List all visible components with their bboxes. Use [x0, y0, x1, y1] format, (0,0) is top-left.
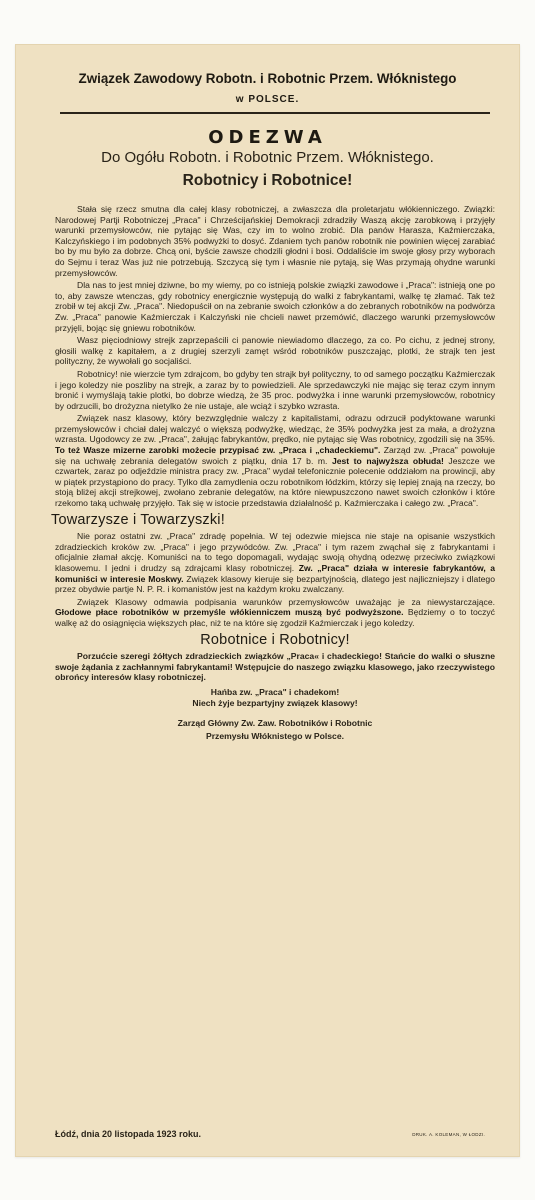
document-subtitle: Do Ogółu Robotn. i Robotnic Przem. Włóknistego.	[101, 149, 434, 166]
paragraph: Dla nas to jest mniej dziwne, bo my wiemy, po co istnieją polskie związki zawodowe i „Praca": istnieją one po to, aby zawsze wtenczas, gdy robotnicy energicznie występują do walki z fabrykantami, walkę tę złamać. Tak też zrobił w tej akcji Zw. „Praca". Niedopuścił on na zebranie swoich członków a do zebranych robotników na podwórza Zw. „Praca" panowie Kaźmierczak i Kalczyński nie chcieli nawet przemówić, dlaczego warunki przemysłowców przyjęli, bojąc się gniewu robotników.	[55, 280, 495, 333]
section-heading-workers: Robotnice i Robotnicy!	[200, 631, 350, 648]
paragraph: Związek Klasowy odmawia podpisania warunków przemysłowców uważając je za niewystarczające. Głodowe płace robotników w przemyśle włókienniczem muszą być podwyższone. Będziemy o to toczyć walkę aż do osiągnięcia większych płac, niż te na które się zgodził Kaźmierczak i jego koledzy.	[55, 596, 495, 628]
appeal-body	[51, 204, 496, 743]
paragraph: Stała się rzecz smutna dla całej klasy robotniczej, a zwłaszcza dla proletarjatu włókienniczego. Związki: Narodowej Partji Robotniczej „Praca" i Chrześcijańskiej Demokracji zdradziły Waszą akcję zarobkową i przyjęły warunki przemysłowców, nie pytając się Was, czy im to wolno zrobić. Dla panów Harasza, Kaźmierczaka, Kalczyńskiego i im podobnych 35% podwyżki to dosyć. Zdaniem tych panów robotnik nie powinien więcej zarabiać bo by mu było za dobrze. Chcą oni, byście zawsze chodzili głodni i bosi. Oddaliście im swoje głosy przy wyborach do Sejmu i teraz Was już nie potrzebują. Szczycą się tym i własnie nie pytają, się Was przymają ohydne warunki przemysłowców.	[55, 204, 495, 278]
section-heading-comrades: Towarzysze i Towarzyszki!	[51, 511, 225, 528]
organization-country: w POLSCE.	[235, 94, 300, 105]
leaflet-sheet	[15, 44, 520, 1157]
signature-block	[55, 717, 495, 743]
document-title: ODEZWA	[208, 127, 327, 148]
paragraph: Wasz pięciodniowy strejk zaprzepaścili ci panowie niewiadomo dlaczego, za co. Po cichu, z jednej strony, głosili walkę z kapitałem, a z drugiej szerzyli zamęt wśród robotników puszczając, plotki, że strajk ten jest polityczny, że wywołali go socjaliści.	[55, 335, 495, 367]
paragraph: Nie poraz ostatni zw. „Praca" zdradę popełnia. W tej odezwie miejsca nie staje na opisanie wszystkich zdradzieckich kroków zw. „Praca" i jego przywódców. Zw. „Praca" i tym razem zwąchał się z fabrykantami i oficjalnie złamał akcję. Komuniści na to tego dopomagali, wydając swoją ohydną odezwę przeciwko związkowi klasowemu. I jedni i drudzy są zdrajcami klasy robotniczej. Zw. „Praca" działa w interesie fabrykantów, a komuniści w interesie Moskwy. Związek klasowy kieruje się bezpartyjnością, dlatego jest najliczniejszy i dlatego przez obydwie partje N. P. R. i komanistów jest na każdym kroku zwalczany.	[55, 531, 496, 595]
organization-name: Związek Zawodowy Robotn. i Robotnic Przem. Włóknistego	[78, 71, 457, 86]
signature-line: Przemysłu Włóknistego w Polsce.	[205, 730, 345, 741]
paragraph: Związek nasz klasowy, który bezwzględnie walczy z kapitalistami, odrazu odrzucił podyktowane warunki przemysłowców i chciał dalej walczyć o większą podwyżkę, wiedząc, że 35% podwyżka jest za mała, a drożyzna wzrasta. Ugodowcy ze zw. „Praca", żałując fabrykantów, prędko, nie pytając się Was robotnicy, zgodzili się na 35%. To też Wasze mizerne zarobki możecie przypisać zw. „Praca i „chadeckiemu". Zarząd zw. „Praca" powołuje się na uchwałę zebrania delegatów swoich z piątku, dnia 17 b. m. Jest to najwyższa obłuda! Jeszcze we czwartek, zaraz po odjeździe ministra pracy zw. „Praca" wydał telefonicznie polecenie oddziałom na prowincji, aby w piątek przystąpiono do pracy. Tylko dla zamydlenia oczu robotnikom łódzkim, którzy się lepiej znają na rzeczy, bo stoją bliżej akcji strejkowej, zwołano zebranie delegatów, na które niewpuszczono nawet swoich członków i które rzekomo taką uchwałę przyjęło. Tak się w istocie przedstawia działalność p. Kaźmierczaka i całego zw. „Praca".	[55, 413, 495, 509]
greeting-heading: Robotnicy i Robotnice!	[182, 172, 353, 189]
printer-mark: DRUK. A. KOLEMAN, W ŁODZI.	[412, 1132, 485, 1137]
signature-line: Zarząd Główny Zw. Zaw. Robotników i Robotnic	[177, 717, 373, 728]
date-line: Łódź, dnia 20 listopada 1923 roku.	[55, 1129, 202, 1139]
paragraph: Robotnicy! nie wierzcie tym zdrajcom, bo gdyby ten strajk był polityczny, to od samego początku Kaźmierczak i jego koledzy nie poszliby na strejk, a zaraz by to powiedzieli. Ale sprzedawczyki nie mając się teraz czym innym bronić i wymyślają takie plotki, bo dobrze wiedzą, że 35 proc. podwyżka i inne warunki przemysłowców, robotnicy by odrzucili, bo drożyzna nietylko że nie ustaje, ale wciąż i szybko wzrasta.	[55, 368, 495, 411]
closing-slogans	[55, 687, 495, 709]
slogan-line: Hańba zw. „Praca" i chadekom!	[210, 686, 340, 697]
footer	[15, 1129, 520, 1149]
slogan-line: Niech żyje bezpartyjny związek klasowy!	[192, 697, 358, 708]
header-rule	[60, 112, 490, 114]
call-to-action-paragraph: Porzućcie szeregi żółtych zdradzieckich związków „Praca« i chadeckiego! Stańcie do walki o słuszne swoje żądania z zachłannymi fabrykantami! Wstępujcie do naszego związku klasowego, jako rzeczywistego obrońcy interesów klasy robotniczej.	[55, 651, 495, 683]
